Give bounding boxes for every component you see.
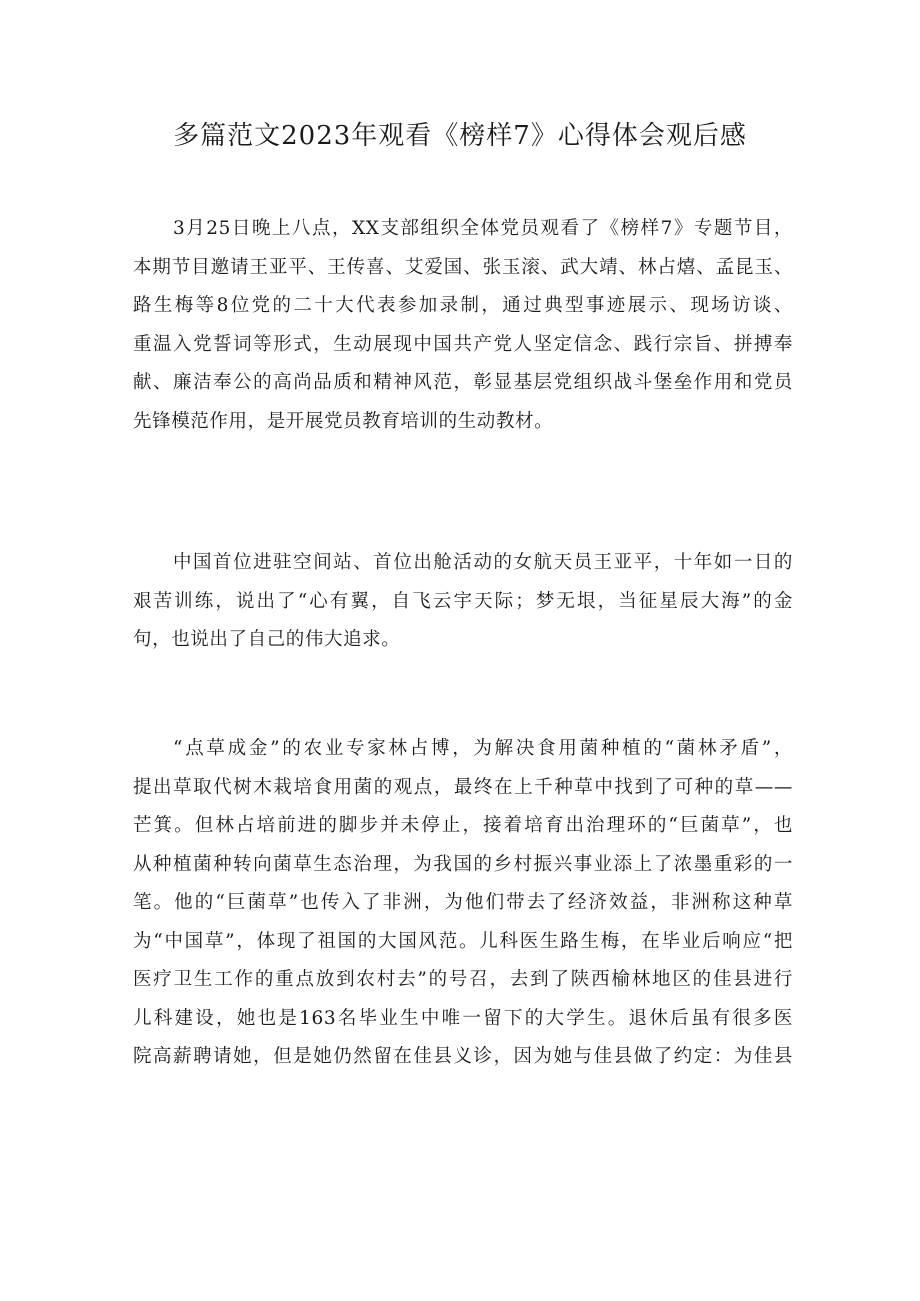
paragraph-line: 先锋模范作用，是开展党员教育培训的生动教材。 [133,410,554,432]
paragraph-3 [133,730,793,1077]
document-title: 多篇范文2023年观看《榜样7》心得体会观后感 [173,121,747,151]
paragraph-line: 芒箕。但林占培前进的脚步并未停止，接着培育出治理环的“巨菌草”，也 [133,815,793,836]
paragraph-line: 儿科建设，她也是163名毕业生中唯一留下的大学生。退休后虽有很多医 [133,1007,793,1029]
paragraph-line: 本期节目邀请王亚平、王传喜、艾爱国、张玉滚、武大靖、林占熺、孟昆玉、 [133,256,793,278]
paragraph-line: 从种植菌种转向菌草生态治理，为我国的乡村振兴事业添上了浓墨重彩的一 [133,853,793,875]
paragraph-1 [133,210,793,441]
paragraph-line: 3月25日晚上八点，XX支部组织全体党员观看了《榜样7》专题节目， [173,218,793,239]
paragraph-line: 笔。他的“巨菌草”也传入了非洲，为他们带去了经济效益，非洲称这种草 [133,892,793,913]
paragraph-line: 句，也说出了自己的伟大追求。 [133,629,401,650]
paragraph-line: 为“中国草”，体现了祖国的大国风范。儿科医生路生梅，在毕业后响应“把 [133,930,793,952]
paragraph-line: 献、廉洁奉公的高尚品质和精神风范，彰显基层党组织战斗堡垒作用和党员 [133,372,793,393]
paragraph-line: 重温入党誓词等形式，生动展现中国共产党人坚定信念、践行宗旨、拼搏奉 [133,333,793,355]
paragraph-line: 院高薪聘请她，但是她仍然留在佳县义诊，因为她与佳县做了约定：为佳县 [133,1046,793,1067]
paragraph-line: 提出草取代树木栽培食用菌的观点，最终在上千种草中找到了可种的草—— [133,776,793,798]
paragraph-line: 路生梅等8位党的二十大代表参加录制，通过典型事迹展示、现场访谈、 [133,295,793,316]
paragraph-line: 中国首位进驻空间站、首位出舱活动的女航天员王亚平，十年如一日的 [173,552,793,573]
paragraph-line: 医疗卫生工作的重点放到农村去”的号召，去到了陕西榆林地区的佳县进行 [133,969,793,990]
paragraph-2 [133,544,793,660]
paragraph-line: “点草成金”的农业专家林占博，为解决食用菌种植的“菌林矛盾”， [173,738,793,759]
paragraph-line: 艰苦训练，说出了“心有翼，自飞云宇天际；梦无垠，当征星辰大海”的金 [133,590,793,612]
